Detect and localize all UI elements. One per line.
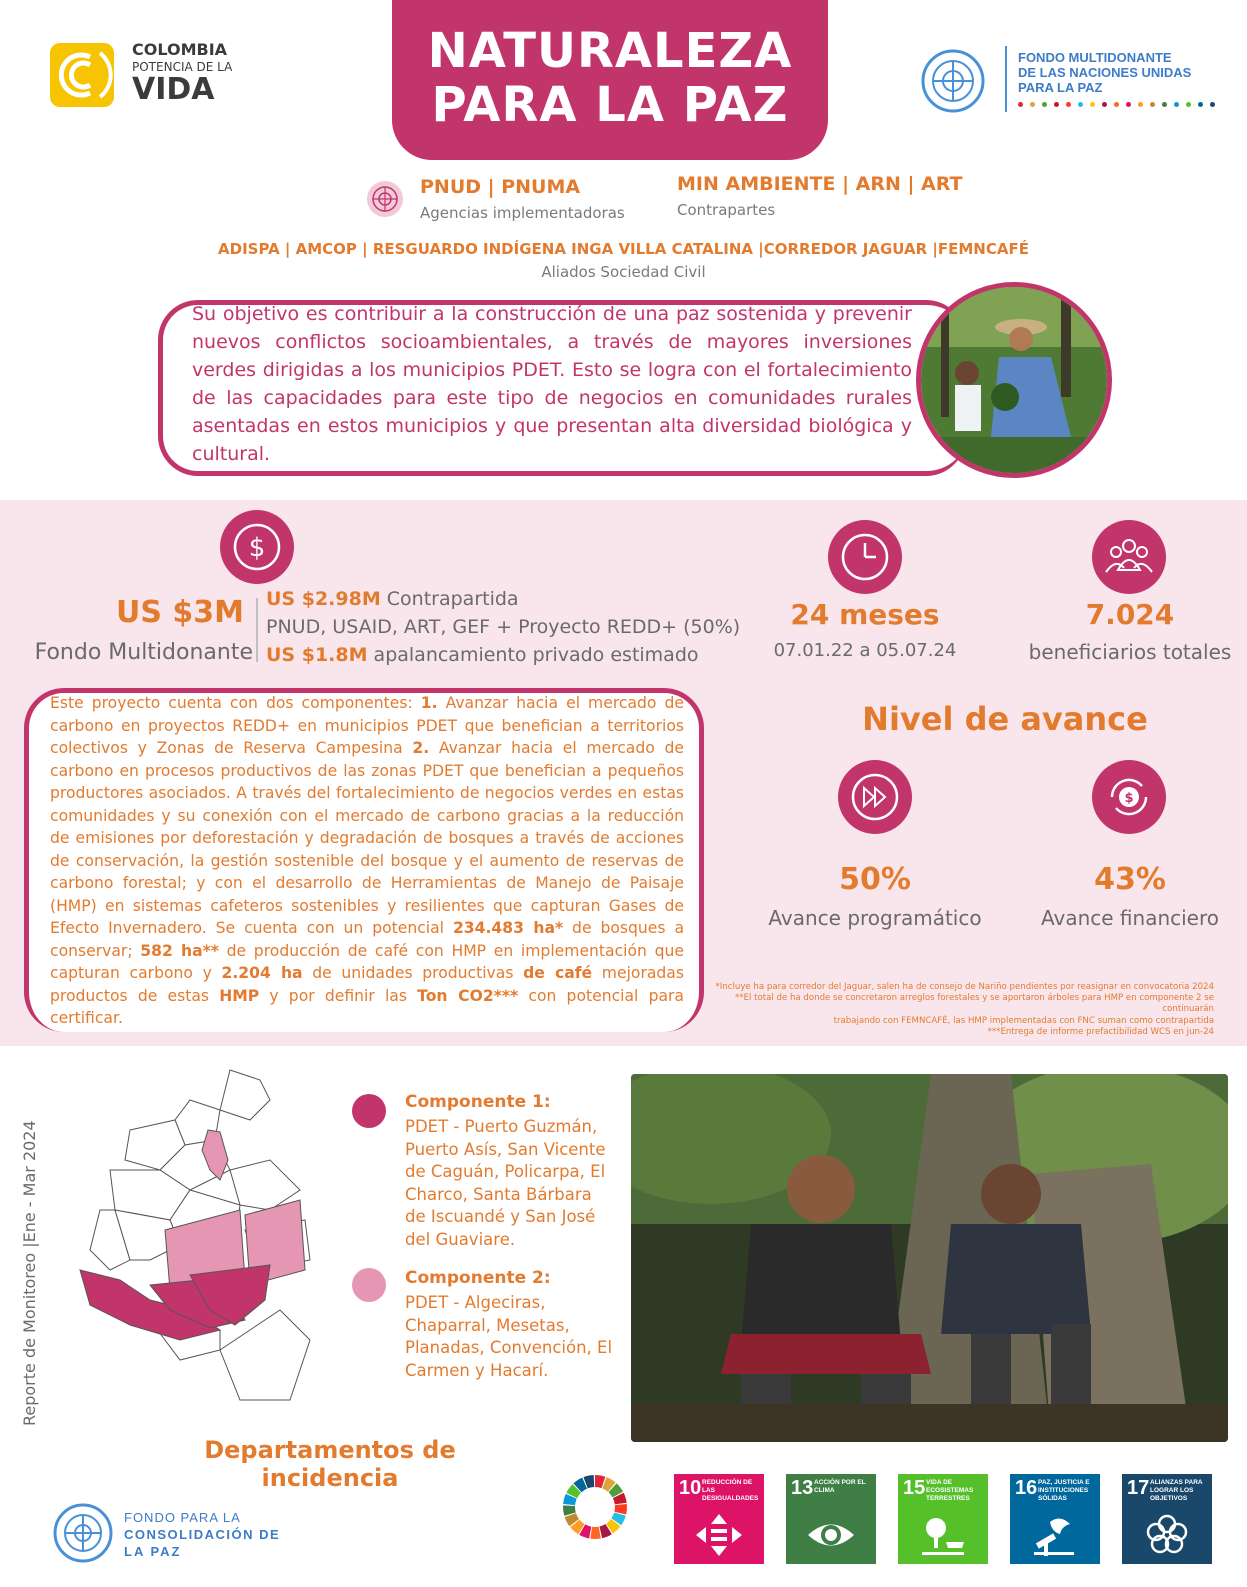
component-1-text: PDET - Puerto Guzmán, Puerto Asís, San Vicente de Caguán, Policarpa, El Charco, Santa Bárbara de Iscuandé y San José del Guaviare. [405, 1117, 606, 1249]
sdg-dot [1138, 102, 1143, 107]
sdg-15-tile [898, 1474, 988, 1564]
sdg-13-tile [786, 1474, 876, 1564]
counterpart-amount: US $2.98M [266, 588, 381, 610]
fund-divider [256, 598, 258, 662]
civil-society-allies-subtitle: Aliados Sociedad Civil [541, 263, 706, 281]
sdg-17-label: ALIANZAS PARA LOGRAR LOS OBJETIVOS [1150, 1479, 1203, 1502]
counterpart-label: Contrapartida [380, 588, 519, 610]
un-multipartner-fund-logo [920, 46, 1210, 116]
sdg-16-label: PAZ, JUSTICIA E INSTITUCIONES SÓLIDAS [1038, 1479, 1090, 1502]
fund-label: Fondo Multidonante [34, 640, 253, 665]
duration-value: 24 meses [790, 598, 940, 631]
sdg-dot [1198, 102, 1203, 107]
objective-text: Su objetivo es contribuir a la construcción de una paz sostenida y prevenir nuevos conflictos socioambientales, a través de mayores inversiones verdes dirigidas a los municipios PDET. Esto se logra con el fortalecimiento de las capacidades para este tipo de negocios en comunidades rurales asentadas en estos municipios y que presentan alta diversidad biológica y cultural. [192, 303, 912, 465]
footnote-4: ***Entrega de informe prefactibilidad WCS en jun-24 [987, 1026, 1214, 1037]
sdg-16-tile [1010, 1474, 1100, 1564]
component-2-title: Componente 2: [405, 1268, 551, 1288]
un-emblem-icon [920, 48, 986, 114]
sdg-dot [1210, 102, 1215, 107]
un-logo-line3: PARA LA PAZ [1018, 80, 1103, 95]
civil-society-allies: ADISPA | AMCOP | RESGUARDO INDÍGENA INGA VILLA CATALINA |CORREDOR JAGUAR |FEMNCAFÉ [218, 240, 1029, 258]
component-1-title: Componente 1: [405, 1092, 551, 1112]
sdg-dot [1114, 102, 1119, 107]
sdg-dot [1054, 102, 1059, 107]
programmatic-progress-label: Avance programático [768, 906, 982, 930]
title-line-1: NATURALEZA [427, 23, 793, 79]
peace-dove-gavel-icon [1030, 1512, 1080, 1558]
sdg-dot [1018, 102, 1023, 107]
counterpart-sources: PNUD, USAID, ART, GEF + Proyecto REDD+ (50%) [266, 616, 741, 638]
sdg-dot [1186, 102, 1191, 107]
sdg-wheel-segment [590, 1527, 600, 1539]
fast-forward-icon [838, 760, 912, 834]
sdg-17-number: 17 [1127, 1477, 1150, 1499]
pbf-un-emblem-icon [52, 1502, 114, 1564]
beneficiaries-label: beneficiarios totales [1028, 640, 1232, 664]
sdg-dot [1126, 102, 1131, 107]
sdg-dot [1078, 102, 1083, 107]
colombia-logo-mark-icon [50, 43, 114, 107]
colombia-potencia-de-la-vida-logo [50, 40, 240, 110]
sdg-10-label: REDUCCIÓN DE LAS DESIGUALDADES [702, 1479, 759, 1502]
sdg-13-number: 13 [791, 1477, 814, 1499]
pbf-line3: LA PAZ [124, 1544, 182, 1559]
financial-progress-value: 43% [1094, 862, 1166, 897]
title-line-2: PARA LA PAZ [431, 77, 789, 133]
components-text: Este proyecto cuenta con dos componentes: 1. Avanzar hacia el mercado de carbono en proyectos REDD+ en municipios PDET que benefician a territorios colectivos y Zonas de Reserva Campesina 2. Avanzar hacia el mercado de carbono en procesos productivos de las zonas PDET que benefician a pequeños productores asociados. A través del fortalecimiento de negocios verdes en estas comunidades y su conexión con el mercado de carbono gracias a la reducción de emisiones por deforestación y degradación de bosques a través de acciones de conservación, la gestión sostenible del bosque y el aumento de reservas de carbono forestal; y con el desarrollo de Herramientas de Manejo de Paisaje (HMP) en sistemas cafeteros sostenibles y resilientes que capturan Gases de Efecto Invernadero. Se cuenta con un potencial 234.483 ha* de bosques a conservar; 582 ha** de producción de café con HMP en implementación que capturan carbono y 2.204 ha de unidades productivas de café mejoradas productos de estas HMP y por definir las Ton CO2*** con potencial para certificar. [50, 694, 685, 1027]
private-label: apalancamiento privado estimado [367, 644, 699, 666]
sdg-10-number: 10 [679, 1477, 702, 1499]
fund-amount: US $3M [115, 595, 244, 630]
sdg-dot [1030, 102, 1035, 107]
pbf-line1: FONDO PARA LA [124, 1510, 241, 1525]
un-logo-line2: DE LAS NACIONES UNIDAS [1018, 65, 1192, 80]
sdg-10-tile [674, 1474, 764, 1564]
report-period-label: Reporte de Monitoreo |Ene - Mar 2024 [20, 1120, 39, 1426]
sdg-dot [1102, 102, 1107, 107]
inequality-icon [694, 1512, 744, 1558]
colombia-logo-line2: POTENCIA DE LA [132, 60, 233, 74]
sdg-15-number: 15 [903, 1477, 926, 1499]
title-banner [392, 0, 828, 160]
clock-icon [828, 520, 902, 594]
sdg-15-label: VIDA DE ECOSISTEMAS TERRESTRES [926, 1479, 974, 1502]
agency-un-emblem-icon [366, 180, 404, 218]
component-1-legend-dot [352, 1094, 386, 1128]
programmatic-progress-value: 50% [839, 862, 911, 897]
sdg-wheel-segment [614, 1504, 627, 1514]
un-logo-line1: FONDO MULTIDONANTE [1018, 50, 1172, 65]
dollar-icon [220, 510, 294, 584]
duration-dates: 07.01.22 a 05.07.24 [773, 640, 957, 661]
colombia-logo-line3: VIDA [132, 72, 215, 107]
agencies-subtitle: Agencias implementadoras [420, 204, 625, 222]
life-on-land-icon [918, 1512, 968, 1558]
climate-eye-icon [806, 1512, 856, 1558]
sdg-16-number: 16 [1015, 1477, 1038, 1499]
footnotes [706, 982, 1214, 1038]
private-amount: US $1.8M [266, 644, 368, 666]
sdg-dot [1042, 102, 1047, 107]
component-2-text: PDET - Algeciras, Chaparral, Mesetas, Planadas, Convención, El Carmen y Hacarí. [405, 1293, 613, 1380]
peacebuilding-fund-logo [52, 1502, 312, 1568]
component-2-legend-dot [352, 1268, 386, 1302]
footnote-3: trabajando con FEMNCAFÉ, las HMP implementadas con FNC suman como contrapartida [833, 1015, 1214, 1026]
counterparts-title: MIN AMBIENTE | ARN | ART [677, 173, 963, 195]
counterparts-subtitle: Contrapartes [677, 201, 776, 219]
private-leverage [266, 644, 699, 666]
agencies-title: PNUD | PNUMA [420, 176, 581, 198]
people-group-icon [1092, 520, 1166, 594]
sdg-color-dots [1018, 102, 1215, 107]
pbf-line2: CONSOLIDACIÓN DE [124, 1527, 281, 1542]
youth-in-forest-photo [631, 1074, 1228, 1442]
beneficiaries-value: 7.024 [1085, 598, 1175, 631]
farmer-and-child-photo [916, 282, 1112, 478]
financial-cycle-icon [1092, 760, 1166, 834]
sdg-dot [1162, 102, 1167, 107]
counterpart-funding [266, 588, 519, 610]
svg-text:$: $ [1124, 791, 1134, 806]
sdg-dot [1090, 102, 1095, 107]
footnote-2: **El total de ha donde se concretaron arreglos forestales y se aportaron árboles para HMP en componente 2 se continuarán [734, 993, 1214, 1015]
financial-progress-label: Avance financiero [1040, 906, 1220, 930]
sdg-wheel-icon [562, 1474, 628, 1540]
colombia-map [70, 1060, 340, 1430]
sdg-dot [1150, 102, 1155, 107]
footnote-1: *Incluye ha para corredor del Jaguar, salen ha de consejo de Nariño pendientes por reasignar en convocatoria 2024 [715, 982, 1214, 992]
sdg-13-label: ACCIÓN POR EL CLIMA [814, 1479, 866, 1494]
svg-text:$: $ [248, 533, 266, 563]
colombia-logo-line1: COLOMBIA [132, 40, 228, 59]
sdg-dot [1174, 102, 1179, 107]
progress-title: Nivel de avance [862, 700, 1148, 738]
sdg-17-tile [1122, 1474, 1212, 1564]
departments-title: Departamentos de incidencia [204, 1436, 456, 1492]
sdg-dot [1066, 102, 1071, 107]
partnership-rings-icon [1142, 1512, 1192, 1558]
